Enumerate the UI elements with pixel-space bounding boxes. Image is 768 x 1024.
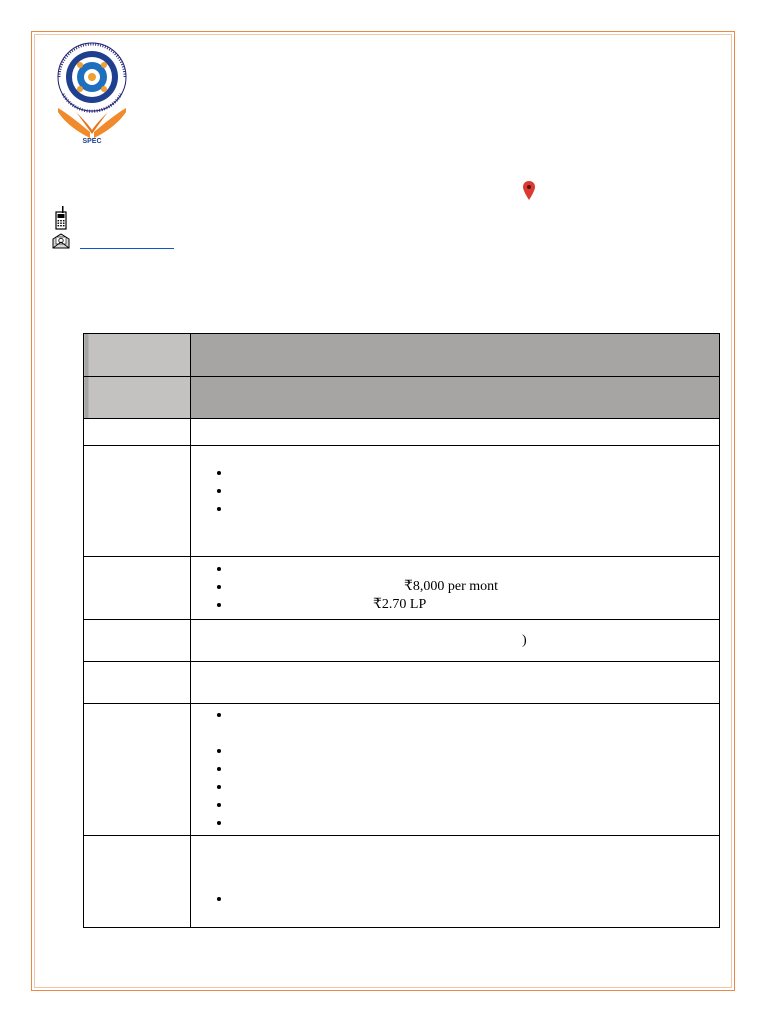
email-link[interactable] [80, 234, 174, 249]
row-label-cell [84, 662, 191, 704]
table-row [84, 662, 720, 704]
row-label-cell [84, 446, 191, 557]
row-value-cell [191, 419, 720, 446]
duration-row [84, 620, 720, 662]
list-item [231, 760, 719, 778]
row-value-cell [191, 662, 720, 704]
table-row [84, 704, 720, 836]
bullet-list [191, 560, 719, 614]
list-item [231, 796, 719, 814]
bullet-list [191, 890, 719, 908]
list-item [231, 778, 719, 796]
table-row [84, 419, 720, 446]
row-label-cell [84, 419, 191, 446]
mail-icon [52, 233, 70, 249]
list-item [231, 814, 719, 832]
logo-acronym: SPEC [82, 138, 102, 145]
organization-logo [46, 40, 138, 152]
row-value-cell [191, 836, 720, 928]
row-value-cell [191, 620, 720, 662]
subheader-value-cell [191, 377, 720, 419]
list-item [231, 560, 719, 578]
package-amount: ₹2.70 LP [373, 597, 427, 612]
table-header-row [84, 334, 720, 377]
row-value-cell [191, 446, 720, 557]
table-row [84, 446, 720, 557]
row-value-cell [191, 557, 720, 620]
header-value-cell [191, 334, 720, 377]
bullet-list [191, 464, 719, 518]
row-label-cell [84, 836, 191, 928]
map-pin-icon [522, 180, 536, 202]
table-subheader-row [84, 377, 720, 419]
list-item [231, 464, 719, 482]
stipend-amount: ₹8,000 per mont [404, 579, 499, 594]
phone-icon [55, 206, 67, 230]
table-row [84, 836, 720, 928]
header-label-cell [84, 334, 191, 377]
stipend-row [84, 557, 720, 620]
row-value-cell [191, 704, 720, 836]
bullet-list [191, 706, 719, 832]
list-item [231, 500, 719, 518]
logo-ring-text [58, 43, 126, 111]
list-item [231, 578, 719, 596]
internship-details-table [83, 333, 720, 928]
list-item [231, 482, 719, 500]
duration-text: ) [522, 633, 527, 648]
subheader-label-cell [84, 377, 191, 419]
row-label-cell [84, 620, 191, 662]
list-item [231, 596, 719, 614]
row-label-cell [84, 704, 191, 836]
row-label-cell [84, 557, 191, 620]
list-item [231, 706, 719, 724]
list-item [231, 890, 719, 908]
list-item [231, 742, 719, 760]
